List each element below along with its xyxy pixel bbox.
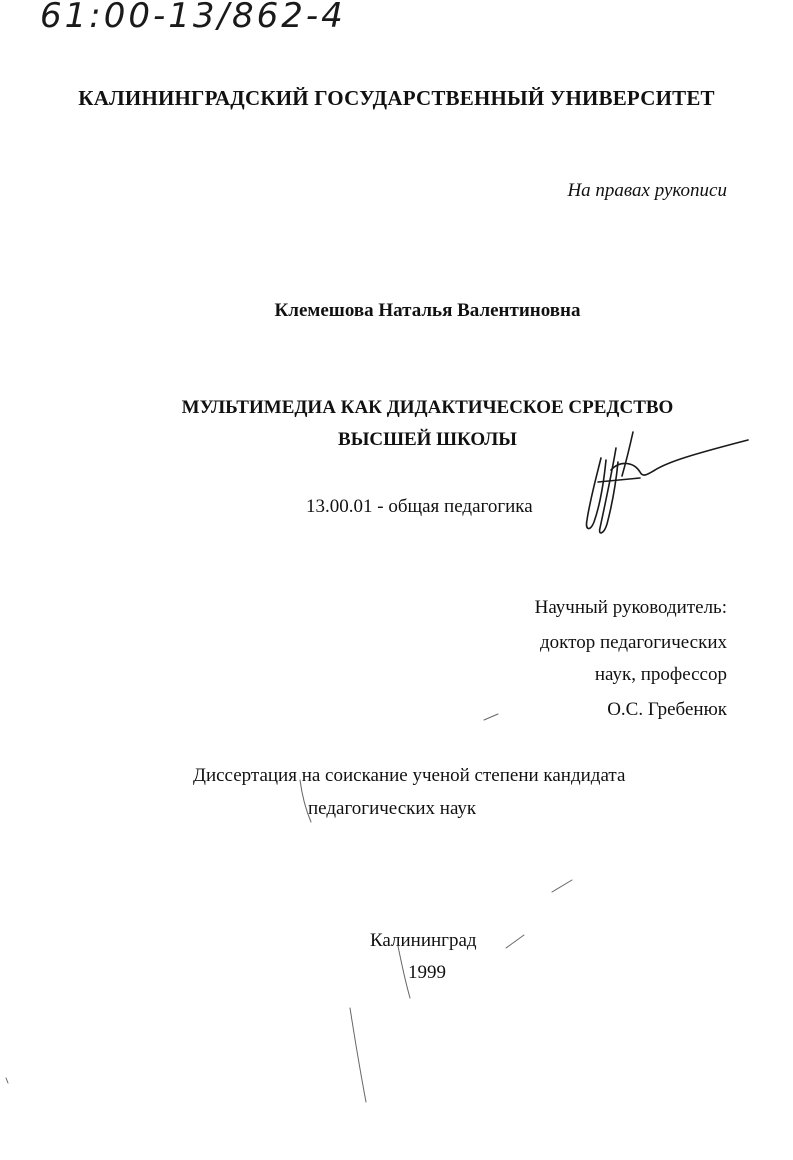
archive-code-handwritten: 61:00-13/862-4 <box>40 0 346 36</box>
supervisor-degree: доктор педагогических <box>540 632 727 653</box>
rights-note: На правах рукописи <box>567 180 727 201</box>
specialty-code: 13.00.01 - общая педагогика <box>306 496 533 517</box>
place-of-publication: Калининград <box>370 930 477 951</box>
dissertation-title-line-2: ВЫСШЕЙ ШКОЛЫ <box>338 429 517 450</box>
author-name: Клемешова Наталья Валентиновна <box>274 300 581 321</box>
dissertation-statement-line-1: Диссертация на соискание ученой степени кандидата <box>193 765 626 786</box>
dissertation-statement-line-2: педагогических наук <box>308 798 477 819</box>
publication-year: 1999 <box>408 962 446 983</box>
university-name: КАЛИНИНГРАДСКИЙ ГОСУДАРСТВЕННЫЙ УНИВЕРСИТЕТ <box>78 86 715 110</box>
pencil-strokes-icon <box>6 714 572 1102</box>
dissertation-title-line-1: МУЛЬТИМЕДИА КАК ДИДАКТИЧЕСКОЕ СРЕДСТВО <box>181 397 674 418</box>
supervisor-name: О.С. Гребенюк <box>607 699 727 720</box>
supervisor-label: Научный руководитель: <box>534 597 727 618</box>
signature-icon <box>587 432 748 533</box>
supervisor-title: наук, профессор <box>594 664 727 685</box>
